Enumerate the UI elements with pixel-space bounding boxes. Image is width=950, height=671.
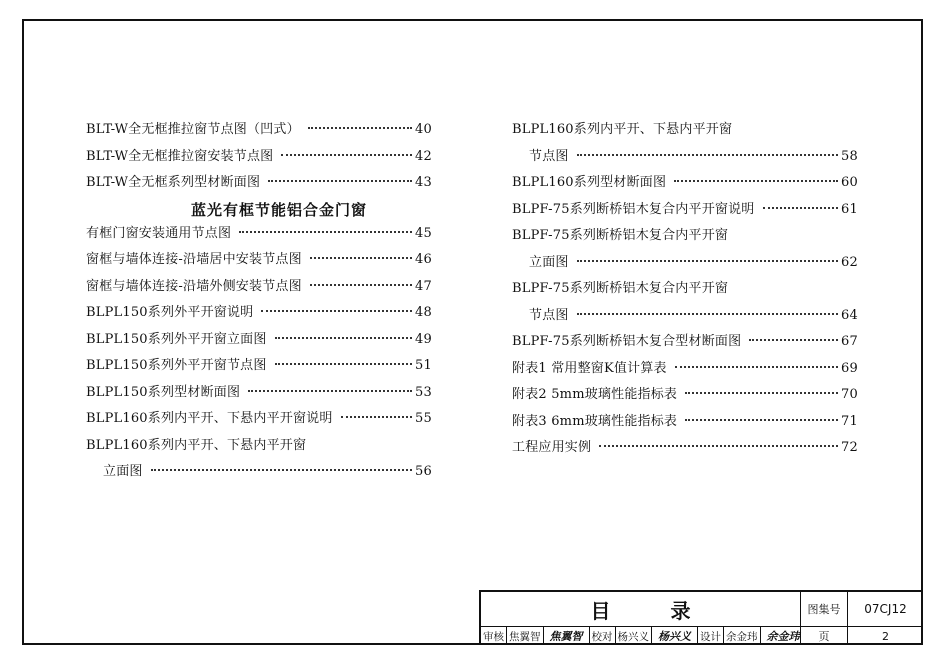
toc-entry-page: 56 — [415, 464, 432, 479]
toc-entry-title: BLPL160系列内平开、下悬内平开窗说明 — [86, 411, 333, 426]
toc-entry-title: 窗框与墙体连接-沿墙居中安装节点图 — [86, 252, 302, 267]
toc-entry-title: BLPF-75系列断桥铝木复合内平开窗 — [512, 281, 729, 296]
toc-entry-title: BLPL160系列内平开、下悬内平开窗 — [512, 122, 733, 137]
toc-entry-page: 64 — [841, 307, 858, 323]
toc-entry — [86, 381, 432, 408]
toc-entry-title: 窗框与墙体连接-沿墙外侧安装节点图 — [86, 278, 302, 294]
review-name: 焦翼智 — [509, 630, 541, 643]
toc-entry-page: 61 — [841, 201, 858, 217]
toc-entry-page: 58 — [841, 148, 858, 164]
dot-leader — [151, 469, 412, 471]
toc-entry-page: 55 — [415, 411, 432, 426]
toc-entry-title: BLPL160系列型材断面图 — [512, 175, 667, 190]
toc-entry — [86, 460, 432, 487]
dot-leader — [310, 257, 412, 259]
toc-entry-page: 67 — [841, 334, 858, 349]
check-label: 校对 — [591, 630, 613, 643]
toc-entry — [512, 330, 858, 357]
toc-entry — [86, 407, 432, 434]
design-signature: 余金玮 — [766, 630, 800, 643]
title-block-title: 目录 — [481, 592, 801, 627]
toc-entry — [86, 434, 432, 461]
dot-leader — [310, 284, 412, 286]
toc-entry-page: 48 — [415, 305, 432, 320]
dot-leader — [685, 392, 838, 394]
toc-entry-title: 有框门窗安装通用节点图 — [86, 225, 232, 241]
toc-entry-title: BLPF-75系列断桥铝木复合内平开窗 — [512, 228, 729, 243]
design-label: 设计 — [700, 630, 721, 643]
toc-entry-page: 53 — [415, 384, 432, 400]
toc-entry-title: BLT-W全无框推拉窗安装节点图 — [86, 148, 274, 164]
toc-entry — [86, 118, 432, 145]
toc-entry — [512, 251, 858, 278]
page-number-label: 页 — [801, 627, 848, 645]
dot-leader — [275, 363, 412, 365]
toc-entry-title: BLPL150系列外平开窗立面图 — [86, 331, 267, 347]
toc-entry-page: 42 — [415, 148, 432, 164]
toc-entry — [86, 222, 432, 249]
toc-entry — [512, 410, 858, 437]
section-heading: 蓝光有框节能铝合金门窗 — [190, 200, 367, 219]
toc-entry-title: BLT-W全无框系列型材断面图 — [86, 175, 261, 190]
toc-entry — [86, 171, 432, 198]
design-name: 余金玮 — [726, 630, 758, 643]
toc-entry-title: 节点图 — [529, 148, 569, 164]
title-block — [479, 590, 923, 645]
page-number-value: 2 — [882, 629, 889, 643]
toc-entry-page: 47 — [415, 278, 432, 294]
toc-entry-title: BLPL160系列内平开、下悬内平开窗 — [86, 437, 307, 453]
toc-entry-title: BLPL150系列型材断面图 — [86, 384, 241, 400]
atlas-number-value: 07CJ12 — [848, 592, 923, 627]
toc-entry-page: 43 — [415, 175, 432, 190]
toc-entry-page: 49 — [415, 331, 432, 347]
toc-entry — [86, 354, 432, 381]
toc-left-column — [86, 118, 432, 487]
review-label: 审核 — [483, 630, 504, 643]
toc-entry-page: 45 — [415, 225, 432, 241]
dot-leader — [749, 339, 838, 341]
toc-right-column — [512, 118, 858, 463]
toc-entry-page: 60 — [841, 175, 858, 190]
toc-entry — [512, 171, 858, 198]
toc-entry-title: BLT-W全无框推拉窗节点图（凹式） — [86, 122, 300, 137]
dot-leader — [685, 419, 838, 421]
toc-entry-title: BLPF-75系列断桥铝木复合型材断面图 — [512, 334, 742, 349]
dot-leader — [261, 310, 412, 312]
toc-entry — [512, 277, 858, 304]
dot-leader — [577, 260, 838, 262]
toc-entry-title: 附表3 6mm玻璃性能指标表 — [512, 413, 678, 429]
toc-entry-title: BLPL150系列外平开窗说明 — [86, 305, 254, 320]
dot-leader — [577, 154, 838, 156]
toc-entry — [512, 304, 858, 331]
review-signature: 焦翼智 — [549, 630, 583, 643]
dot-leader — [599, 445, 838, 447]
toc-entry — [86, 145, 432, 172]
toc-entry — [86, 301, 432, 328]
dot-leader — [248, 390, 412, 392]
toc-entry-title: 附表2 5mm玻璃性能指标表 — [512, 387, 678, 402]
check-name: 杨兴义 — [617, 630, 649, 643]
dot-leader — [675, 366, 838, 368]
toc-entry-page: 62 — [841, 254, 858, 270]
dot-leader — [275, 337, 412, 339]
toc-entry — [512, 436, 858, 463]
toc-entry — [512, 145, 858, 172]
toc-entry-page: 40 — [415, 122, 432, 137]
toc-entry-page: 70 — [841, 387, 858, 402]
toc-entry-title: 立面图 — [103, 464, 143, 479]
toc-entry — [512, 383, 858, 410]
toc-entry — [86, 275, 432, 302]
toc-entry-title: 节点图 — [529, 307, 569, 323]
dot-leader — [674, 180, 838, 182]
toc-entry — [512, 198, 858, 225]
atlas-number-label: 图集号 — [801, 592, 848, 627]
toc-entry-page: 71 — [841, 413, 858, 429]
toc-entry-title: 附表1 常用整窗K值计算表 — [512, 360, 667, 376]
dot-leader — [308, 127, 412, 129]
toc-entry-title: 工程应用实例 — [512, 440, 592, 455]
dot-leader — [239, 231, 412, 233]
dot-leader — [763, 207, 839, 209]
toc-entry-title: 立面图 — [529, 254, 569, 270]
dot-leader — [281, 154, 412, 156]
toc-entry-page: 51 — [415, 358, 432, 373]
toc-entry — [86, 248, 432, 275]
toc-entry — [86, 328, 432, 355]
toc-entry — [512, 224, 858, 251]
check-signature: 杨兴义 — [658, 630, 691, 643]
dot-leader — [268, 180, 412, 182]
toc-entry-page: 69 — [841, 360, 858, 376]
toc-entry — [512, 357, 858, 384]
toc-entry-page: 72 — [841, 440, 858, 455]
signature-row — [481, 627, 801, 645]
toc-entry-title: BLPF-75系列断桥铝木复合内平开窗说明 — [512, 201, 755, 217]
toc-entry-title: BLPL150系列外平开窗节点图 — [86, 358, 267, 373]
dot-leader — [577, 313, 838, 315]
dot-leader — [341, 416, 412, 418]
toc-entry-page: 46 — [415, 252, 432, 267]
toc-entry — [512, 118, 858, 145]
